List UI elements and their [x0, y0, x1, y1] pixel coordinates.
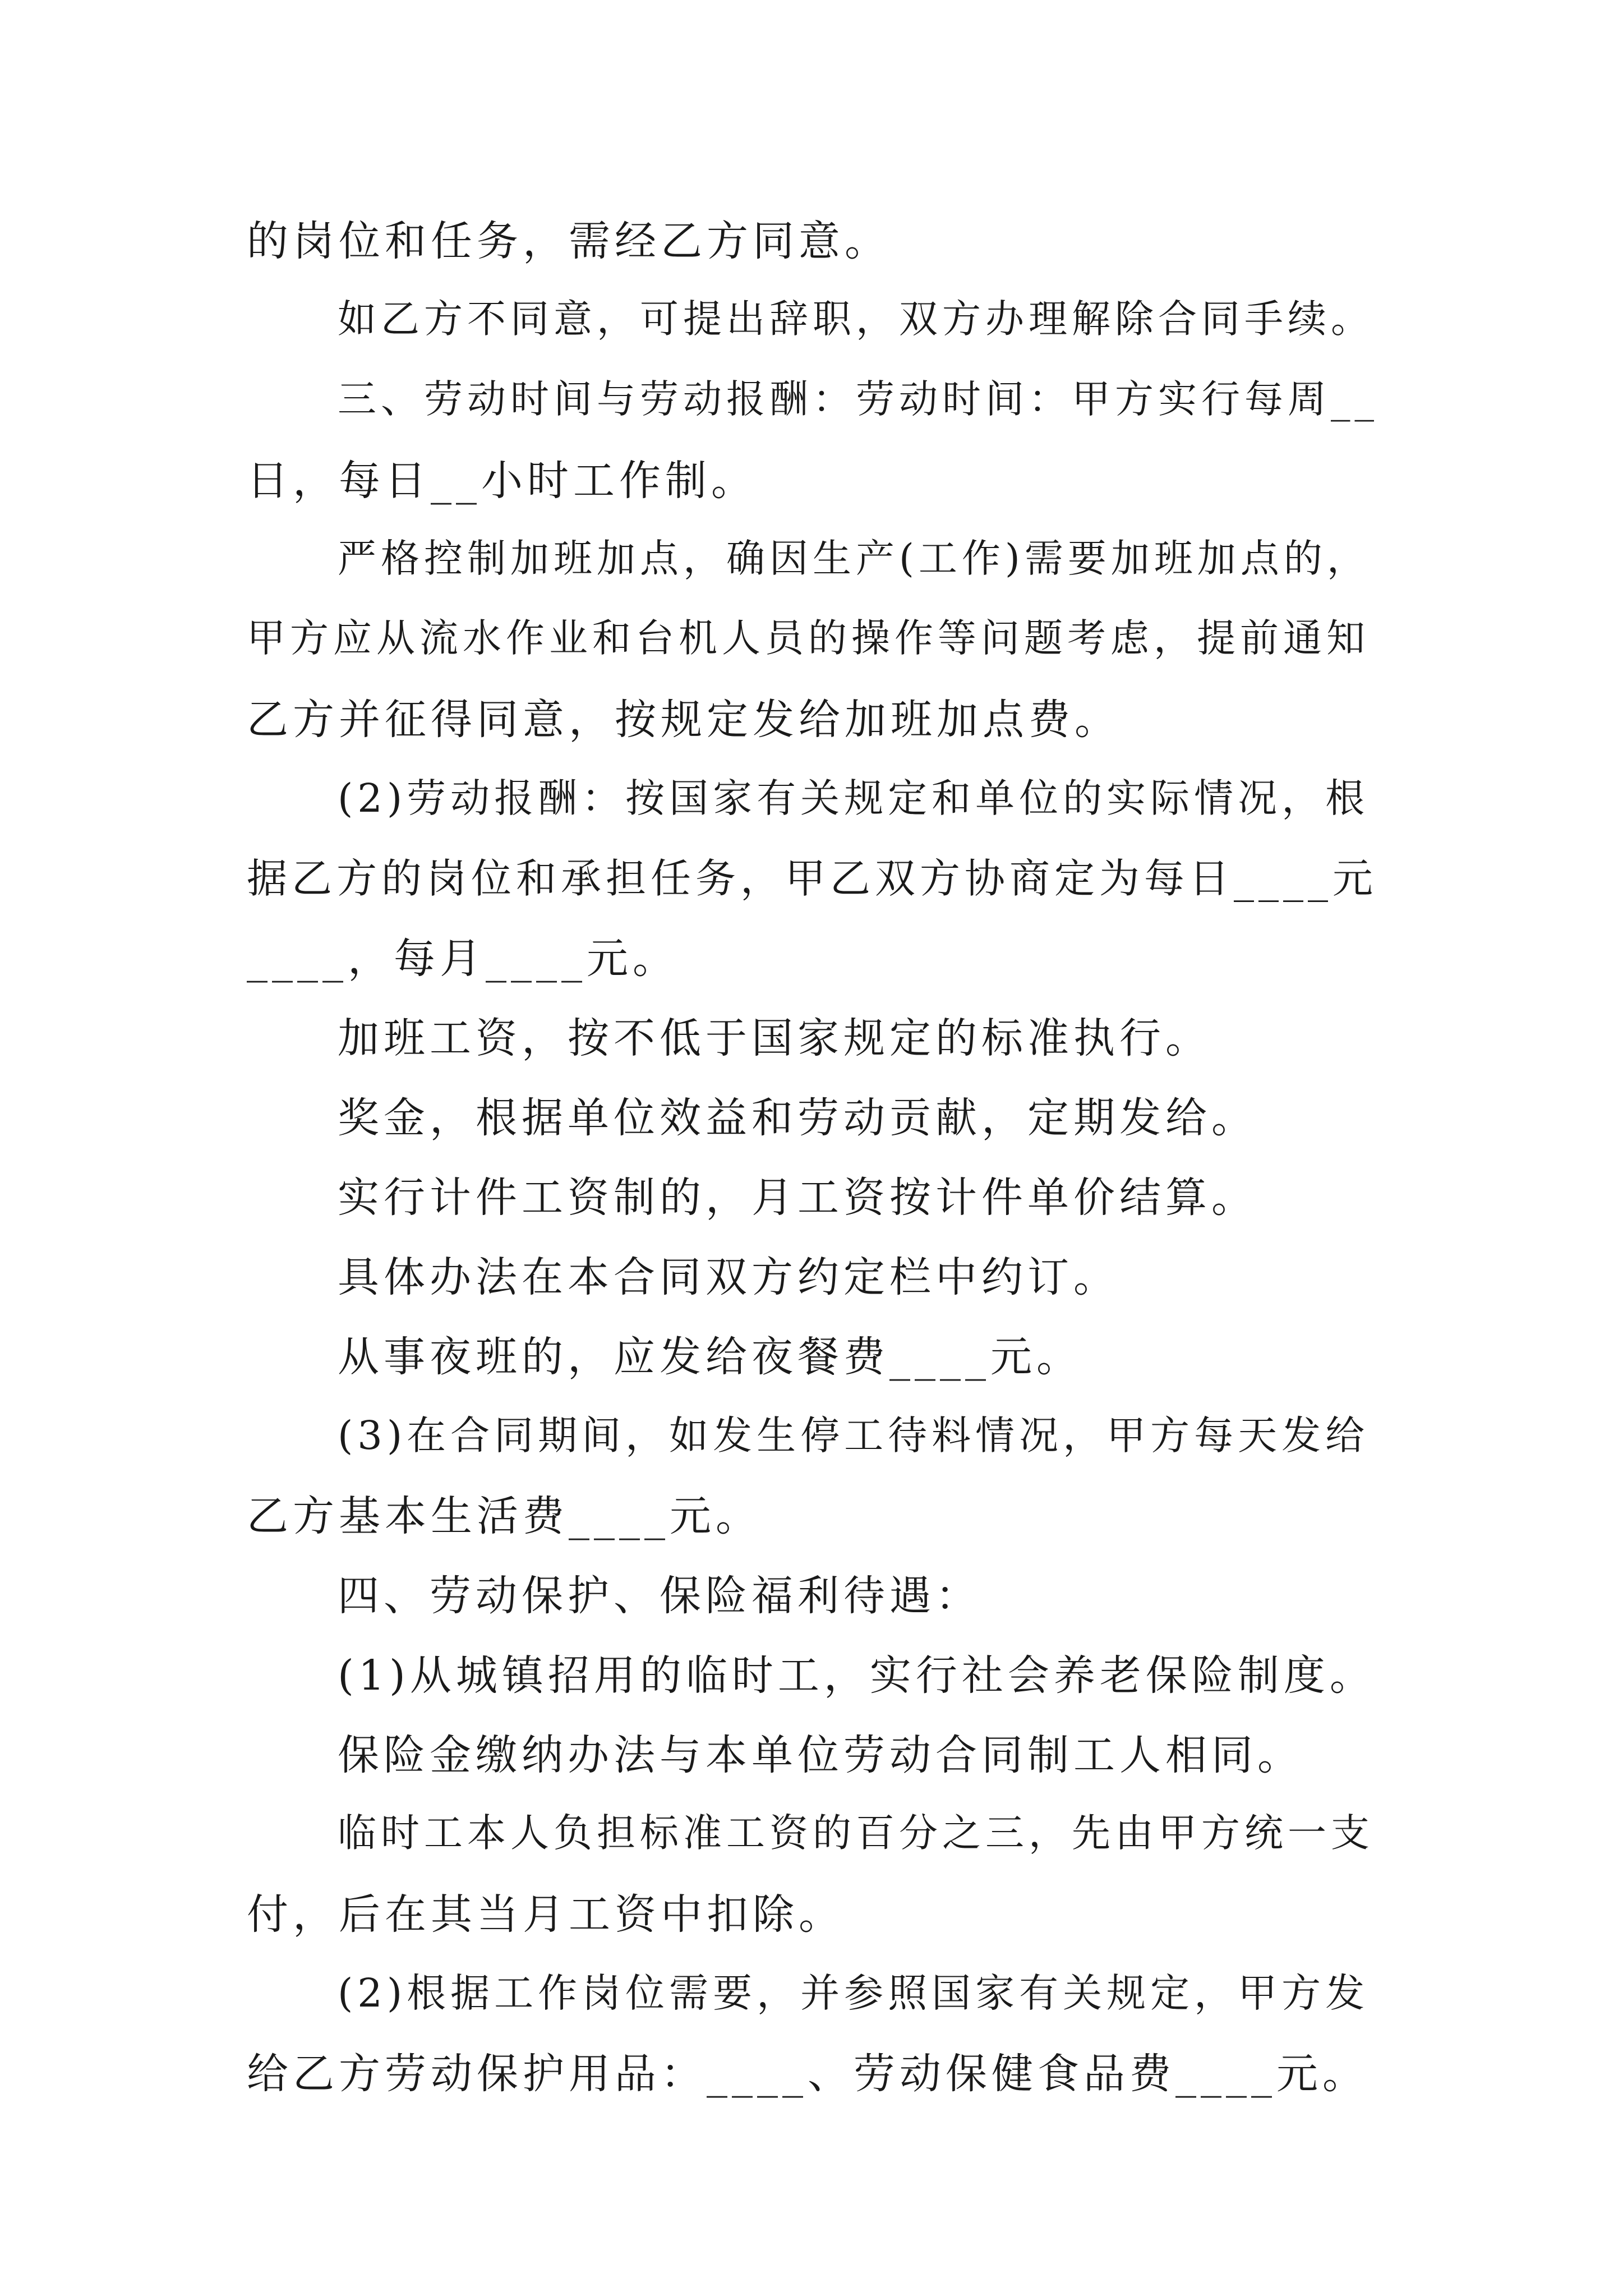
- text-line-18: 四、劳动保护、保险福利待遇：: [338, 1572, 981, 1620]
- text-line-19: (1)从城镇招用的临时工，实行社会养老保险制度。: [338, 1651, 1376, 1700]
- text-line-7: 乙方并征得同意，按规定发给加班加点费。: [247, 696, 1121, 744]
- text-line-1: 的岗位和任务，需经乙方同意。: [247, 217, 891, 265]
- text-line-10: ____，每月____元。: [247, 935, 679, 983]
- text-line-9: 据乙方的岗位和承担任务，甲乙双方协商定为每日____元: [247, 855, 1378, 902]
- text-line-17: 乙方基本生活费____元。: [247, 1492, 762, 1540]
- text-line-2: 如乙方不同意，可提出辞职，双方办理解除合同手续。: [338, 297, 1374, 342]
- text-line-8: (2)劳动报酬：按国家有关规定和单位的实际情况，根: [338, 775, 1370, 821]
- text-line-21: 临时工本人负担标准工资的百分之三，先由甲方统一支: [338, 1811, 1374, 1856]
- text-line-22: 付，后在其当月工资中扣除。: [247, 1890, 845, 1939]
- text-line-24: 给乙方劳动保护用品：____、劳动保健食品费____元。: [247, 2050, 1368, 2098]
- text-line-6: 甲方应从流水作业和台机人员的操作等问题考虑，提前通知: [247, 616, 1370, 661]
- text-line-20: 保险金缴纳办法与本单位劳动合同制工人相同。: [338, 1731, 1303, 1779]
- text-line-23: (2)根据工作岗位需要，并参照国家有关规定，甲方发: [338, 1970, 1370, 2016]
- text-line-12: 奖金，根据单位效益和劳动贡献，定期发给。: [338, 1094, 1257, 1142]
- text-line-4: 日，每日__小时工作制。: [247, 457, 757, 505]
- text-line-11: 加班工资，按不低于国家规定的标准执行。: [338, 1014, 1211, 1062]
- text-line-13: 实行计件工资制的，月工资按计件单价结算。: [338, 1174, 1257, 1222]
- text-line-5: 严格控制加班加点，确因生产(工作)需要加班加点的，: [338, 536, 1370, 581]
- text-line-15: 从事夜班的，应发给夜餐费____元。: [338, 1333, 1082, 1381]
- text-line-16: (3)在合同期间，如发生停工待料情况，甲方每天发给: [338, 1412, 1370, 1458]
- text-line-3: 三、劳动时间与劳动报酬：劳动时间：甲方实行每周__: [338, 377, 1378, 422]
- text-line-14: 具体办法在本合同双方约定栏中约订。: [338, 1253, 1119, 1301]
